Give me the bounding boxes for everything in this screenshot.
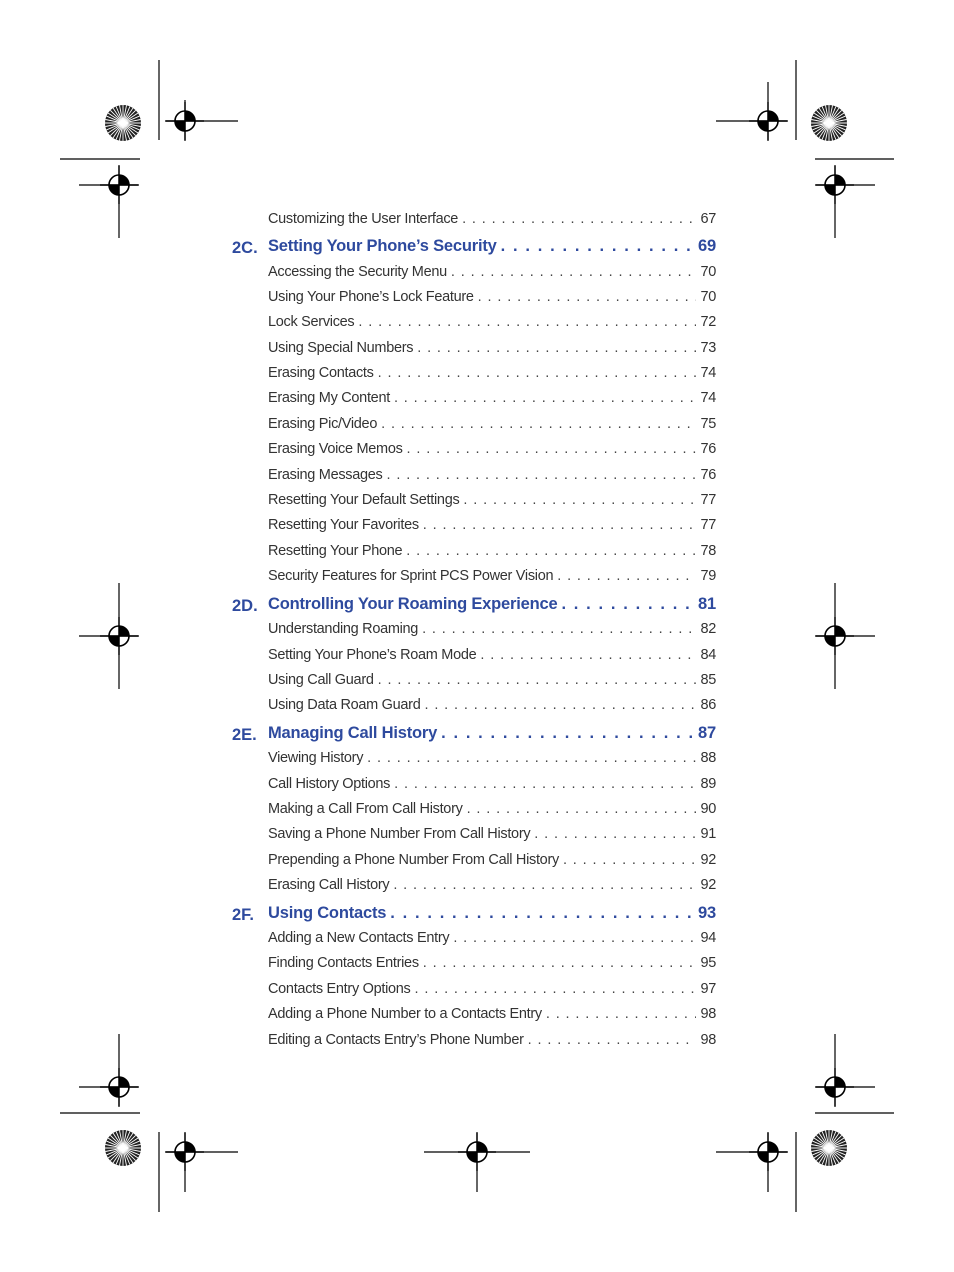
- entry-title: Security Features for Sprint PCS Power Vision: [268, 568, 554, 584]
- entry-title: Erasing Call History: [268, 877, 390, 893]
- section-number: 2E.: [232, 726, 257, 744]
- dot-leader: [480, 647, 696, 663]
- dot-leader: [462, 211, 696, 227]
- dot-leader: [390, 904, 694, 923]
- entry-page-number: 70: [700, 264, 716, 280]
- entry-page-number: 76: [700, 441, 716, 457]
- entry-page-number: 89: [700, 776, 716, 792]
- entry-page-number: 97: [700, 981, 716, 997]
- toc-entry[interactable]: [268, 568, 716, 590]
- toc-entry[interactable]: [268, 750, 716, 772]
- toc-entry[interactable]: [268, 492, 716, 514]
- toc-entry[interactable]: [268, 672, 716, 694]
- toc-entry[interactable]: [268, 211, 716, 233]
- entry-title: Resetting Your Favorites: [268, 517, 419, 533]
- toc-entry[interactable]: [268, 467, 716, 489]
- toc-entry[interactable]: [268, 1006, 716, 1028]
- toc-entry[interactable]: [268, 697, 716, 719]
- entry-page-number: 85: [700, 672, 716, 688]
- dot-leader: [378, 365, 697, 381]
- entry-page-number: 67: [700, 211, 716, 227]
- toc-entry[interactable]: [268, 517, 716, 539]
- toc-section-heading[interactable]: [268, 595, 716, 617]
- section-title: Setting Your Phone’s Security: [268, 237, 497, 255]
- section-title: Using Contacts: [268, 904, 387, 922]
- section-page-number: 69: [698, 237, 716, 255]
- entry-page-number: 95: [700, 955, 716, 971]
- entry-page-number: 94: [700, 930, 716, 946]
- entry-page-number: 74: [700, 390, 716, 406]
- dot-leader: [417, 340, 696, 356]
- dot-leader: [424, 697, 696, 713]
- entry-page-number: 92: [700, 852, 716, 868]
- toc-entry[interactable]: [268, 621, 716, 643]
- dot-leader: [378, 672, 697, 688]
- dot-leader: [478, 289, 697, 305]
- entry-page-number: 86: [700, 697, 716, 713]
- entry-title: Using Call Guard: [268, 672, 374, 688]
- entry-title: Erasing Contacts: [268, 365, 374, 381]
- entry-title: Setting Your Phone’s Roam Mode: [268, 647, 477, 663]
- dot-leader: [415, 981, 697, 997]
- entry-title: Prepending a Phone Number From Call History: [268, 852, 559, 868]
- dot-leader: [394, 390, 697, 406]
- entry-title: Saving a Phone Number From Call History: [268, 826, 531, 842]
- entry-page-number: 98: [700, 1006, 716, 1022]
- entry-title: Editing a Contacts Entry’s Phone Number: [268, 1032, 524, 1048]
- toc-entry[interactable]: [268, 981, 716, 1003]
- entry-title: Making a Call From Call History: [268, 801, 463, 817]
- entry-page-number: 76: [700, 467, 716, 483]
- entry-title: Resetting Your Default Settings: [268, 492, 460, 508]
- dot-leader: [463, 492, 696, 508]
- toc-entry[interactable]: [268, 930, 716, 952]
- dot-leader: [546, 1006, 697, 1022]
- toc-entry[interactable]: [268, 314, 716, 336]
- dot-leader: [423, 517, 697, 533]
- toc-entry[interactable]: [268, 289, 716, 311]
- section-page-number: 93: [698, 904, 716, 922]
- dot-leader: [557, 568, 696, 584]
- section-page-number: 87: [698, 724, 716, 742]
- section-number: 2C.: [232, 239, 258, 257]
- dot-leader: [407, 441, 697, 457]
- dot-leader: [367, 750, 696, 766]
- entry-title: Understanding Roaming: [268, 621, 419, 637]
- toc-entry[interactable]: [268, 264, 716, 286]
- toc-entry[interactable]: [268, 543, 716, 565]
- entry-title: Viewing History: [268, 750, 364, 766]
- toc-section-heading[interactable]: [268, 724, 716, 746]
- dot-leader: [534, 826, 696, 842]
- dot-leader: [528, 1032, 697, 1048]
- toc-section-heading[interactable]: [268, 237, 716, 259]
- toc-entry[interactable]: [268, 365, 716, 387]
- entry-page-number: 74: [700, 365, 716, 381]
- dot-leader: [453, 930, 696, 946]
- dot-leader: [422, 621, 696, 637]
- dot-leader: [423, 955, 697, 971]
- entry-title: Customizing the User Interface: [268, 211, 459, 227]
- entry-title: Accessing the Security Menu: [268, 264, 447, 280]
- toc-entry[interactable]: [268, 877, 716, 899]
- dot-leader: [393, 877, 696, 893]
- entry-title: Using Your Phone’s Lock Feature: [268, 289, 474, 305]
- section-title: Controlling Your Roaming Experience: [268, 595, 558, 613]
- entry-title: Erasing Messages: [268, 467, 383, 483]
- toc-entry[interactable]: [268, 1032, 716, 1054]
- entry-page-number: 77: [700, 492, 716, 508]
- entry-page-number: 72: [700, 314, 716, 330]
- entry-title: Contacts Entry Options: [268, 981, 411, 997]
- toc-entry[interactable]: [268, 340, 716, 362]
- entry-title: Adding a Phone Number to a Contacts Entry: [268, 1006, 542, 1022]
- entry-page-number: 78: [700, 543, 716, 559]
- entry-page-number: 79: [700, 568, 716, 584]
- entry-title: Adding a New Contacts Entry: [268, 930, 450, 946]
- dot-leader: [386, 467, 696, 483]
- section-page-number: 81: [698, 595, 716, 613]
- toc-entry[interactable]: [268, 441, 716, 463]
- toc-entry[interactable]: [268, 776, 716, 798]
- toc-entry[interactable]: [268, 955, 716, 977]
- dot-leader: [467, 801, 697, 817]
- entry-page-number: 92: [700, 877, 716, 893]
- dot-leader: [441, 724, 694, 743]
- entry-title: Erasing My Content: [268, 390, 390, 406]
- section-title: Managing Call History: [268, 724, 438, 742]
- dot-leader: [563, 852, 697, 868]
- entry-title: Finding Contacts Entries: [268, 955, 419, 971]
- dot-leader: [501, 237, 694, 256]
- entry-page-number: 88: [700, 750, 716, 766]
- entry-page-number: 70: [700, 289, 716, 305]
- entry-page-number: 90: [700, 801, 716, 817]
- entry-page-number: 77: [700, 517, 716, 533]
- toc-entry[interactable]: [268, 826, 716, 848]
- entry-title: Call History Options: [268, 776, 391, 792]
- section-number: 2D.: [232, 597, 258, 615]
- toc-entry[interactable]: [268, 801, 716, 823]
- dot-leader: [394, 776, 696, 792]
- entry-title: Resetting Your Phone: [268, 543, 403, 559]
- toc-entry[interactable]: [268, 390, 716, 412]
- entry-title: Using Data Roam Guard: [268, 697, 421, 713]
- entry-page-number: 91: [700, 826, 716, 842]
- dot-leader: [561, 595, 694, 614]
- entry-page-number: 82: [700, 621, 716, 637]
- toc-entry[interactable]: [268, 852, 716, 874]
- entry-title: Lock Services: [268, 314, 355, 330]
- entry-page-number: 73: [700, 340, 716, 356]
- entry-title: Erasing Voice Memos: [268, 441, 403, 457]
- dot-leader: [358, 314, 696, 330]
- toc-entry[interactable]: [268, 416, 716, 438]
- dot-leader: [451, 264, 697, 280]
- dot-leader: [381, 416, 696, 432]
- entry-page-number: 84: [700, 647, 716, 663]
- entry-title: Erasing Pic/Video: [268, 416, 378, 432]
- entry-title: Using Special Numbers: [268, 340, 414, 356]
- entry-page-number: 75: [700, 416, 716, 432]
- toc-section-heading[interactable]: [268, 904, 716, 926]
- section-number: 2F.: [232, 906, 255, 924]
- toc-entry[interactable]: [268, 647, 716, 669]
- dot-leader: [406, 543, 696, 559]
- entry-page-number: 98: [700, 1032, 716, 1048]
